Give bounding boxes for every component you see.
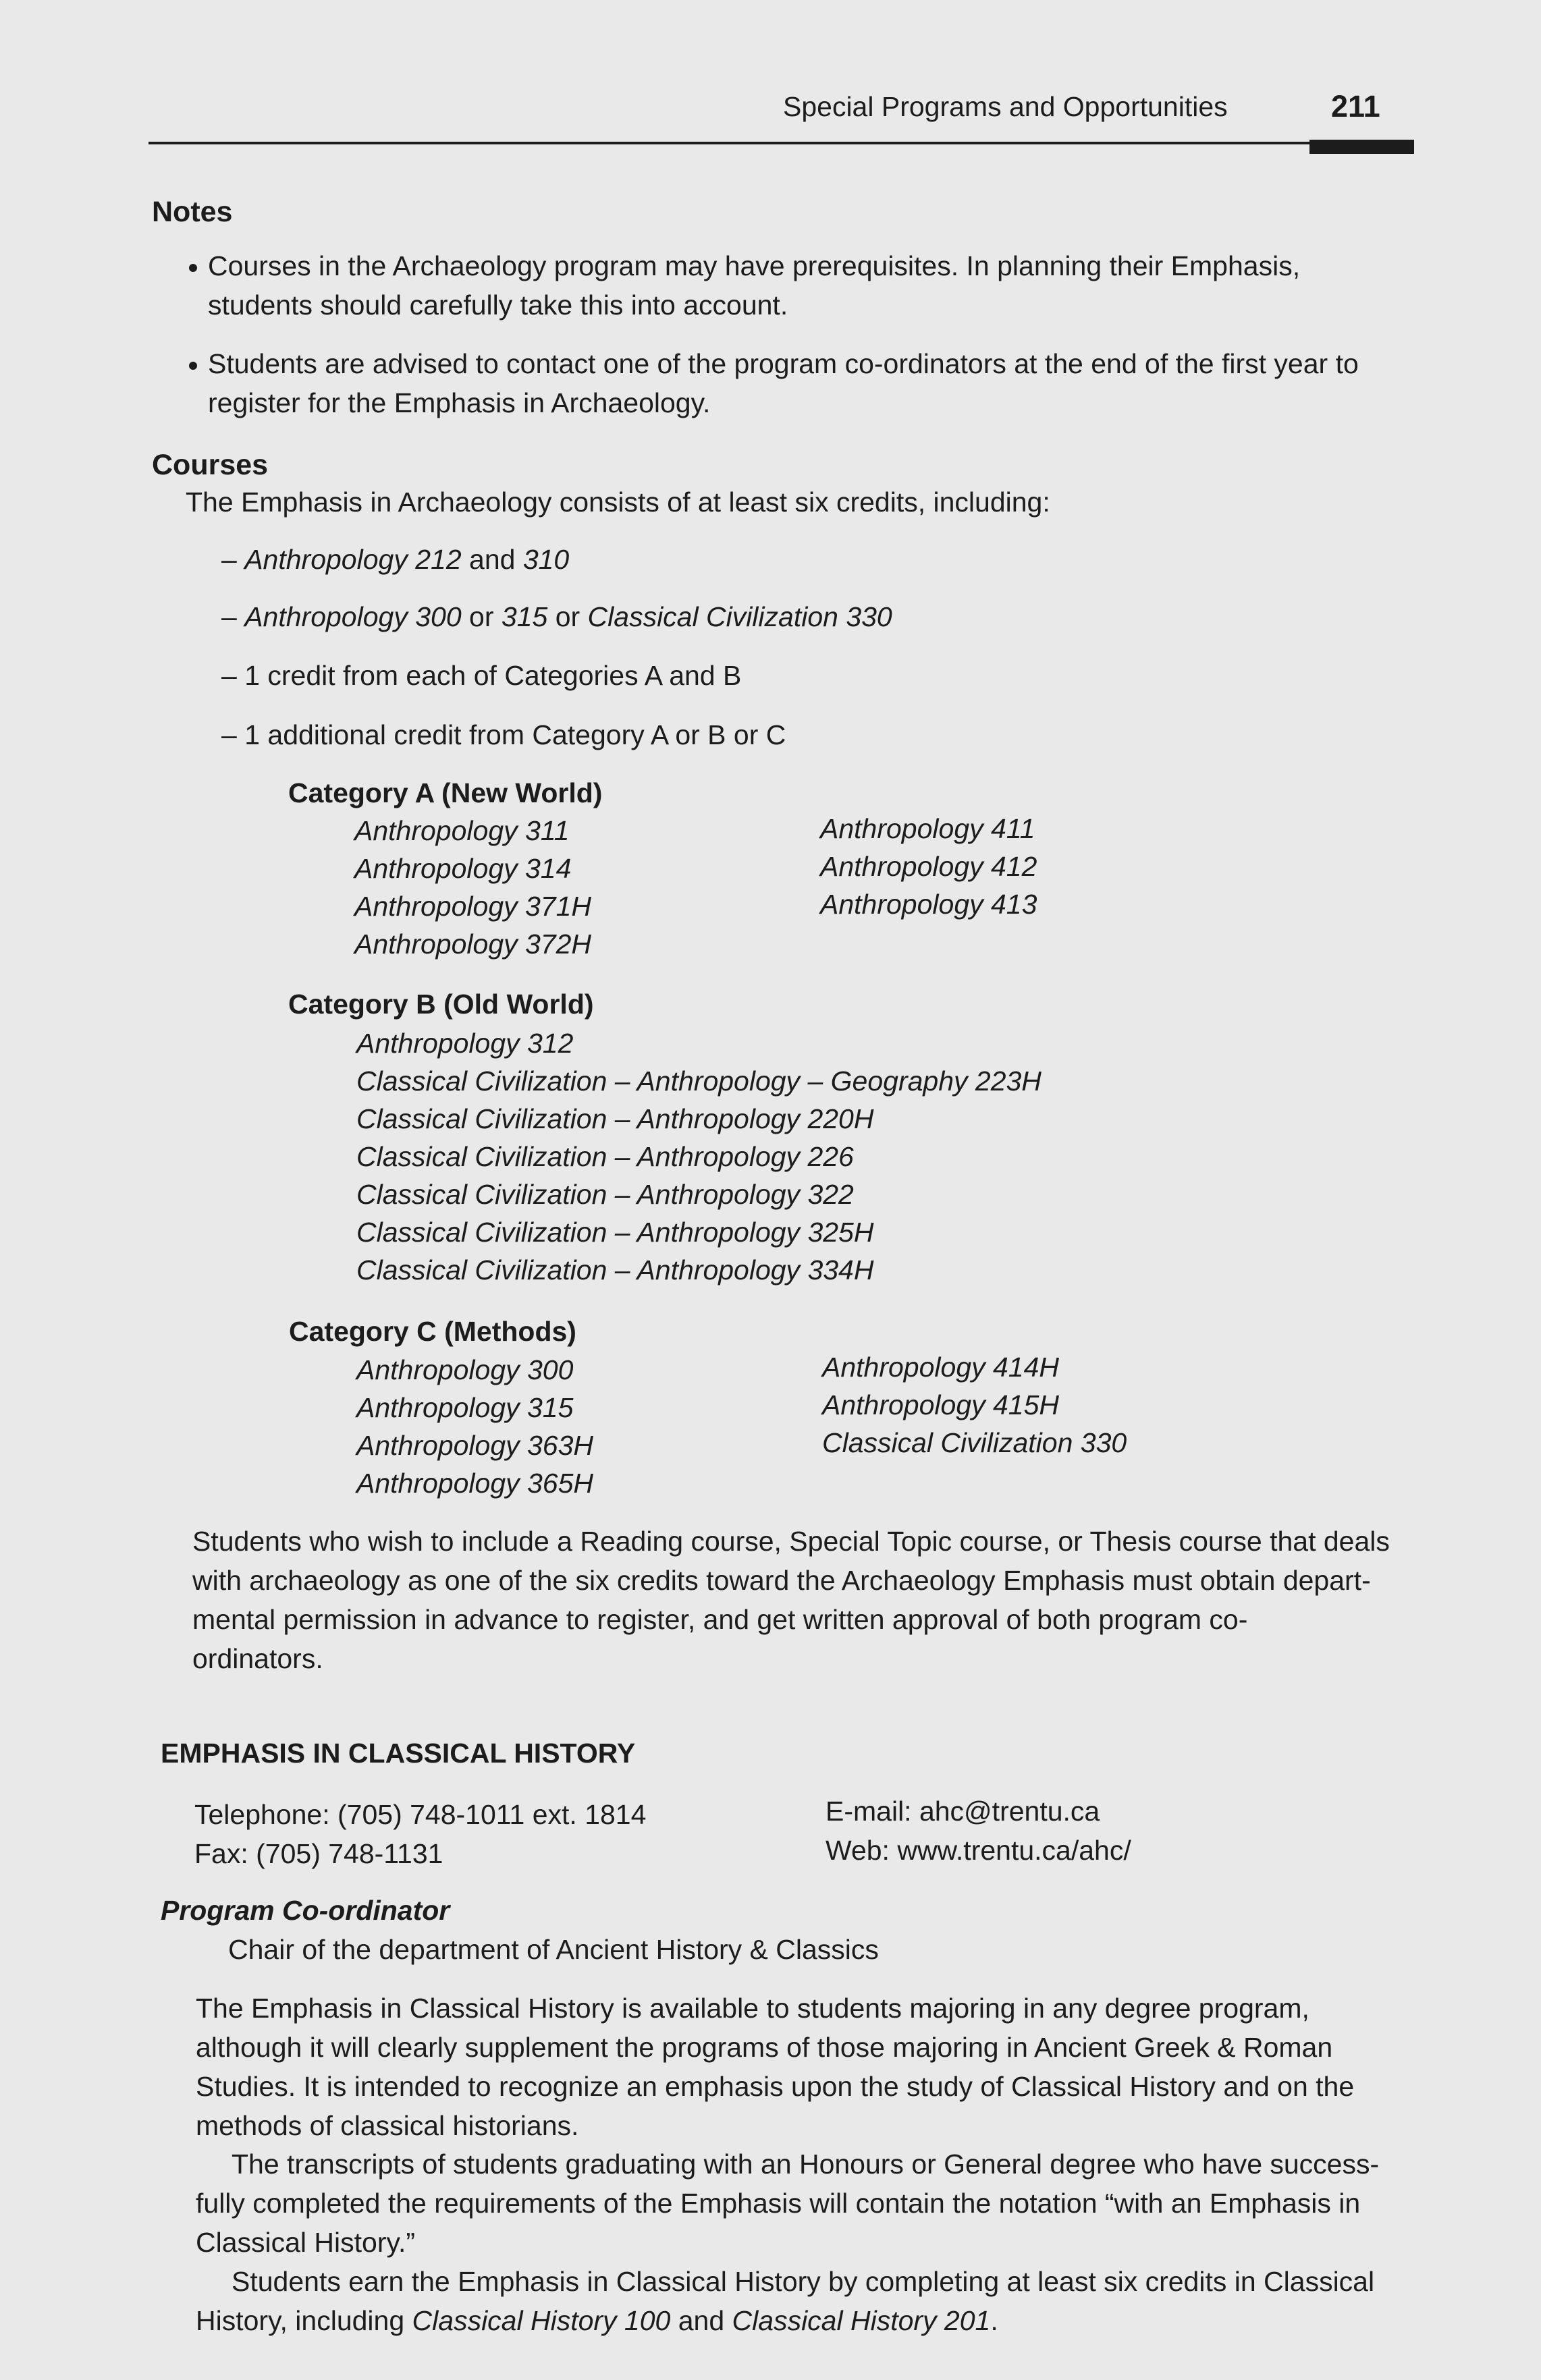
coordinator-heading: Program Co-ordinator (161, 1895, 450, 1926)
para-line: Students earn the Emphasis in Classical History by completing at least six credits in Classical (232, 2266, 1375, 2297)
requirement-prefix: – (221, 719, 245, 750)
course-item: Classical Civilization – Anthropology 325H (356, 1217, 874, 1248)
requirement-prefix: – (221, 601, 245, 632)
course-item: Anthropology 411 (820, 813, 1035, 844)
requirement-text: 1 additional credit from Category A or B or C (244, 719, 786, 750)
conjunction: and (670, 2305, 732, 2336)
course-item: Anthropology 314 (354, 853, 572, 884)
header-bar (1309, 140, 1414, 154)
page-number: 211 (1331, 89, 1380, 123)
course-ref: Classical Civilization 330 (587, 601, 892, 632)
fax: Fax: (705) 748-1131 (194, 1838, 443, 1869)
para-line: The transcripts of students graduating with an Honours or General degree who have success- (232, 2149, 1380, 2180)
course-item: Anthropology 412 (820, 851, 1037, 882)
course-ref: 310 (522, 544, 570, 575)
course-item: Classical Civilization – Anthropology 220H (356, 1103, 874, 1134)
course-item: Anthropology 415H (822, 1389, 1060, 1420)
course-item: Anthropology 363H (356, 1430, 594, 1461)
para-line: although it will clearly supplement the programs of those majoring in Ancient Greek & Roman (196, 2032, 1333, 2063)
para-line (196, 2301, 1374, 2340)
bullet-icon (189, 264, 197, 272)
requirement-text: 1 credit from each of Categories A and B (244, 660, 742, 691)
notes-heading: Notes (152, 196, 233, 228)
permission-note-line: with archaeology as one of the six credits toward the Archaeology Emphasis must obtain depart- (192, 1565, 1371, 1596)
course-item: Anthropology 365H (356, 1468, 594, 1499)
permission-note-line: mental permission in advance to register, and get written approval of both program co- (192, 1604, 1248, 1635)
course-item: Anthropology 414H (822, 1352, 1060, 1383)
para-line: methods of classical historians. (196, 2110, 579, 2141)
para-text: . (990, 2305, 998, 2336)
category-c-right-list (822, 1348, 1127, 1462)
category-c-title: Category C (Methods) (289, 1316, 576, 1347)
notes-item-2-line1: Students are advised to contact one of the program co-ordinators at the end of the first year to (208, 348, 1359, 379)
category-a-left-list (354, 812, 591, 963)
para-line: fully completed the requirements of the Emphasis will contain the notation “with an Emphasis in (196, 2188, 1361, 2219)
course-item: Anthropology 300 (356, 1354, 574, 1385)
category-b-title: Category B (Old World) (288, 989, 594, 1020)
permission-note-line: ordinators. (192, 1643, 323, 1674)
notes-item-2 (189, 344, 1359, 383)
conjunction: or (461, 601, 502, 632)
permission-note-line: Students who wish to include a Reading course, Special Topic course, or Thesis course that deals (192, 1526, 1390, 1557)
notes-item-1-line2: students should carefully take this into account. (208, 289, 788, 321)
requirement-1 (221, 540, 569, 579)
notes-item-2-line2: register for the Emphasis in Archaeology. (208, 387, 711, 418)
classical-history-heading: EMPHASIS IN CLASSICAL HISTORY (161, 1738, 636, 1769)
course-ref: Anthropology 300 (244, 601, 462, 632)
requirement-3 (221, 656, 741, 695)
para-line: Classical History.” (196, 2227, 415, 2258)
classical-para-3 (196, 2262, 1374, 2340)
course-ref: Classical History 100 (412, 2305, 671, 2336)
requirement-prefix: – (221, 660, 245, 691)
notes-item-1 (189, 246, 1300, 285)
course-item: Classical Civilization – Anthropology 322 (356, 1179, 854, 1210)
bullet-icon (189, 362, 197, 370)
running-head: Special Programs and Opportunities (783, 91, 1228, 122)
category-c-left-list (356, 1351, 593, 1502)
conjunction: and (461, 544, 523, 575)
course-item: Anthropology 371H (354, 891, 592, 922)
para-line: Studies. It is intended to recognize an emphasis upon the study of Classical History and on the (196, 2071, 1355, 2102)
email: E-mail: ahc@trentu.ca (826, 1796, 1100, 1827)
course-item: Anthropology 312 (356, 1028, 574, 1059)
web: Web: www.trentu.ca/ahc/ (826, 1835, 1131, 1866)
course-item: Anthropology 372H (354, 929, 592, 960)
courses-heading: Courses (152, 449, 269, 481)
classical-para-1 (196, 1989, 1354, 2145)
permission-note (192, 1522, 1390, 1678)
requirement-4 (221, 715, 786, 754)
requirement-prefix: – (221, 544, 245, 575)
classical-para-2 (196, 2144, 1379, 2262)
conjunction: or (547, 601, 588, 632)
course-item: Classical Civilization – Anthropology 226 (356, 1141, 854, 1172)
course-ref: Anthropology 212 (244, 544, 462, 575)
para-line: The Emphasis in Classical History is available to students majoring in any degree program, (196, 1993, 1309, 2024)
course-item: Classical Civilization – Anthropology – Geography 223H (356, 1066, 1042, 1097)
course-item: Anthropology 315 (356, 1392, 574, 1423)
requirement-2 (221, 597, 892, 636)
para-text: History, including (196, 2305, 412, 2336)
category-a-right-list (820, 810, 1037, 923)
courses-intro: The Emphasis in Archaeology consists of at least six credits, including: (186, 487, 1050, 518)
telephone: Telephone: (705) 748-1011 ext. 1814 (194, 1799, 647, 1830)
notes-item-1-line1: Courses in the Archaeology program may have prerequisites. In planning their Emphasis, (208, 250, 1301, 281)
course-ref: 315 (501, 601, 548, 632)
course-item: Anthropology 311 (354, 815, 570, 846)
category-a-title: Category A (New World) (288, 777, 603, 808)
category-b-list (356, 1024, 1042, 1289)
course-item: Classical Civilization 330 (822, 1427, 1127, 1458)
coordinator: Chair of the department of Ancient History & Classics (228, 1934, 879, 1965)
header-rule (148, 142, 1414, 144)
course-ref: Classical History 201 (732, 2305, 991, 2336)
course-item: Anthropology 413 (820, 889, 1037, 920)
course-item: Classical Civilization – Anthropology 334H (356, 1254, 874, 1285)
